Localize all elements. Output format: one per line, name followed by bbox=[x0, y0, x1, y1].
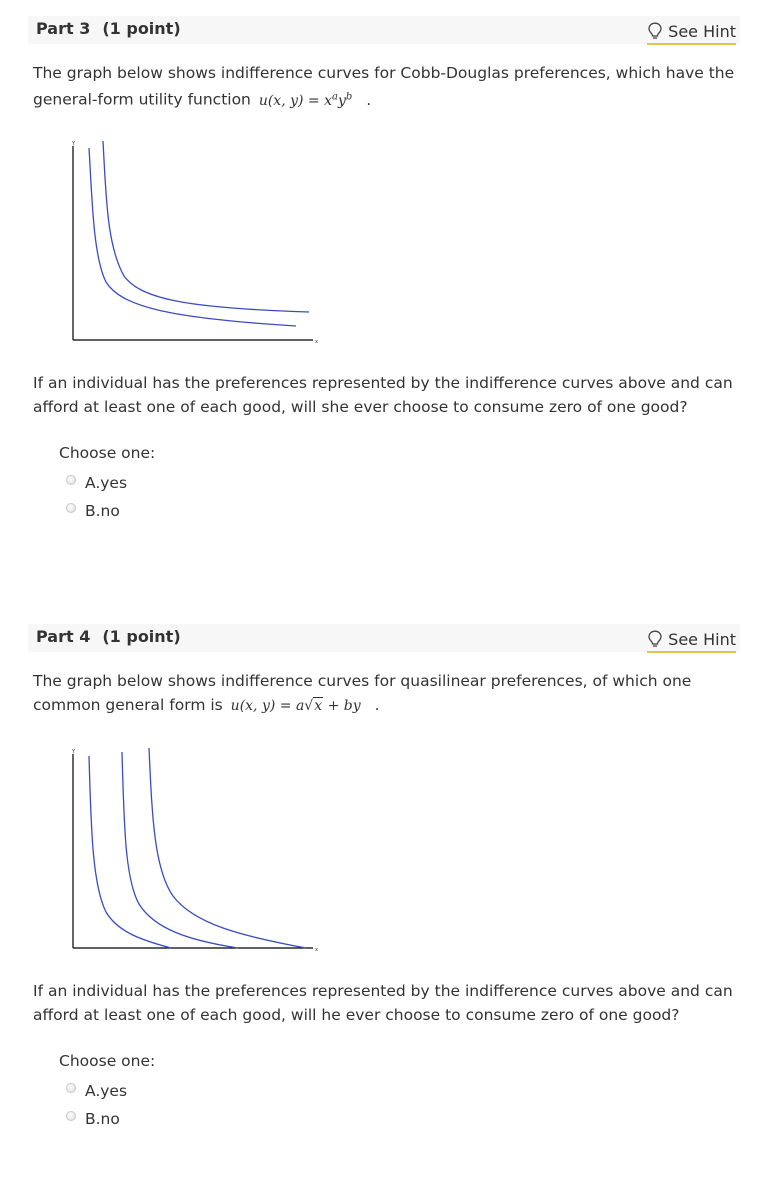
radio-button[interactable] bbox=[66, 1111, 76, 1121]
lightbulb-icon bbox=[647, 22, 663, 40]
radio-button[interactable] bbox=[66, 1083, 76, 1093]
lightbulb-icon bbox=[647, 630, 663, 648]
part-title bbox=[36, 19, 181, 38]
utility-formula: u(x, $y) = x^ay^b$ bbox=[258, 91, 353, 109]
indifference-curve-graph bbox=[66, 136, 326, 346]
part-label: Part 3 bbox=[36, 19, 91, 38]
intro-text: The graph below shows indifference curves for Cobb-Douglas preferences, which have the general-form utility function bbox=[33, 64, 735, 109]
option-a[interactable] bbox=[66, 1082, 127, 1100]
indifference-curve-1 bbox=[89, 756, 171, 948]
indifference-curve-2 bbox=[103, 141, 309, 312]
part-points: (1 point) bbox=[102, 19, 181, 38]
question-text: If an individual has the preferences represented by the indifference curves above and can afford at least one of each good, will she ever choose to consume zero of one good? bbox=[33, 374, 733, 416]
radio-button[interactable] bbox=[66, 503, 76, 513]
option-label: A.yes bbox=[85, 1082, 128, 1100]
option-label: B.no bbox=[85, 502, 120, 520]
part-title bbox=[36, 627, 181, 646]
question-intro: The graph below shows indifference curves for quasilinear preferences, of which one common general form is u(x, y) = a√x + by . bbox=[33, 672, 692, 714]
x-axis-label: x bbox=[315, 339, 318, 345]
question-text: If an individual has the preferences represented by the indifference curves above and can afford at least one of each good, will he ever choose to consume zero of one good? bbox=[33, 982, 733, 1024]
radio-button[interactable] bbox=[66, 475, 76, 485]
see-hint-button[interactable] bbox=[647, 20, 736, 45]
option-a[interactable] bbox=[66, 474, 127, 492]
see-hint-label: See Hint bbox=[668, 629, 736, 649]
see-hint-label: See Hint bbox=[668, 21, 736, 41]
choose-one-label: Choose one: bbox=[59, 1052, 156, 1070]
option-b[interactable] bbox=[66, 502, 120, 520]
y-axis-label: Y bbox=[72, 749, 76, 755]
indifference-curve-1 bbox=[89, 148, 296, 326]
indifference-curve-3 bbox=[149, 748, 306, 948]
x-axis-label: x bbox=[315, 947, 318, 953]
option-label: A.yes bbox=[85, 474, 128, 492]
utility-formula: u(x, y) = a√x + by bbox=[230, 698, 361, 714]
part-header bbox=[28, 624, 740, 652]
part-header bbox=[28, 16, 740, 44]
intro-text: The graph below shows indifference curves for quasilinear preferences, of which one common general form is bbox=[33, 672, 692, 714]
y-axis-label: Y bbox=[72, 141, 76, 147]
part-points: (1 point) bbox=[102, 627, 181, 646]
see-hint-button[interactable] bbox=[647, 628, 736, 653]
part-label: Part 4 bbox=[36, 627, 91, 646]
option-b[interactable] bbox=[66, 1110, 120, 1128]
option-label: B.no bbox=[85, 1110, 120, 1128]
question-intro: The graph below shows indifference curves for Cobb-Douglas preferences, which have the general-form utility function u(x, $y) = x^ay^b$ . bbox=[33, 64, 735, 109]
choose-one-label: Choose one: bbox=[59, 444, 156, 462]
indifference-curve-2 bbox=[122, 752, 238, 948]
quasilinear-curve-graph bbox=[66, 744, 326, 954]
